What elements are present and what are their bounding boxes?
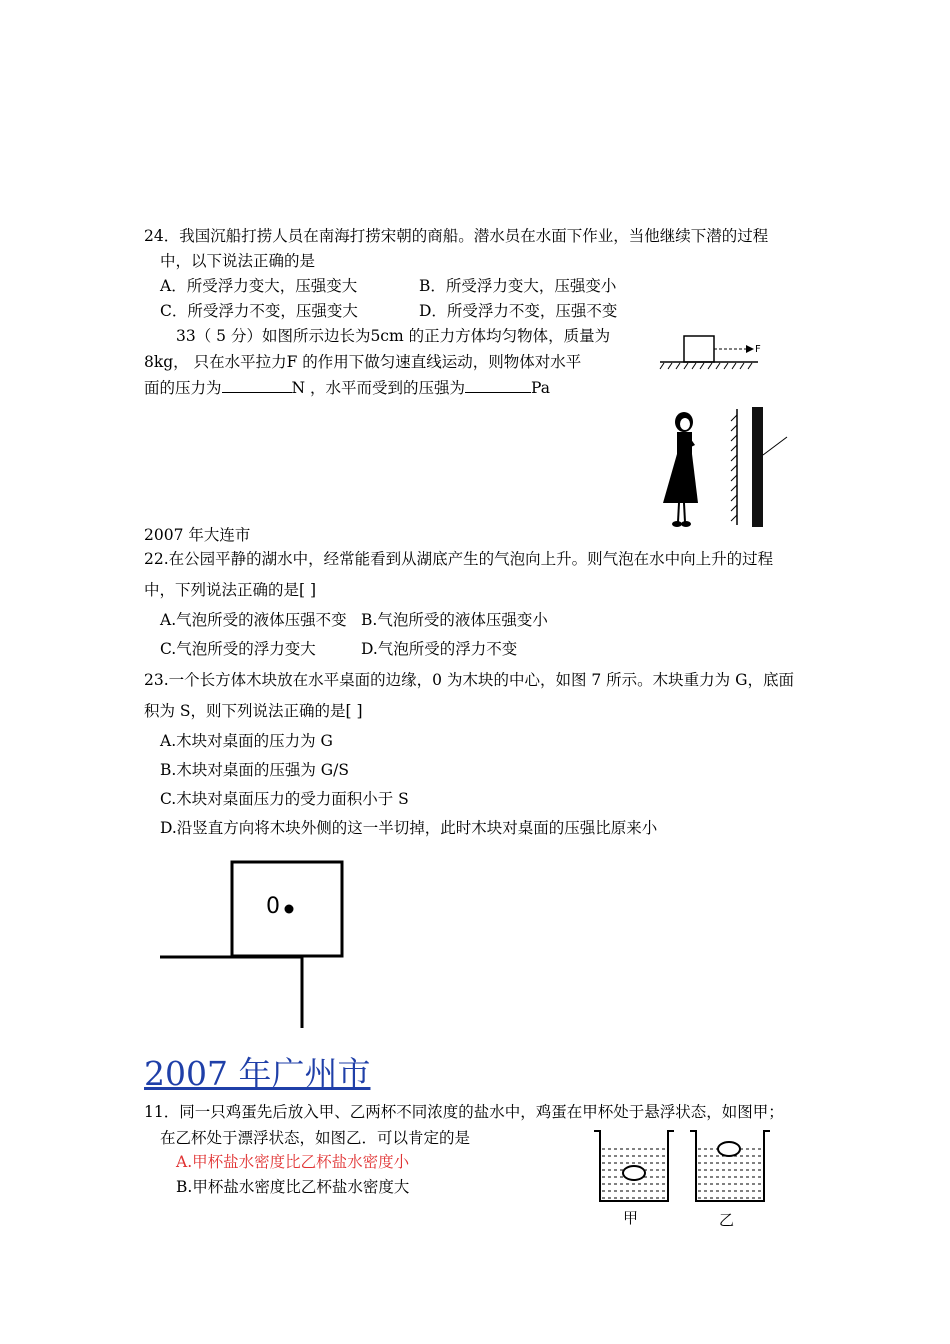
- block-table-figure: [160, 858, 350, 1030]
- q33-line3-part1: 面的压力为: [144, 379, 222, 397]
- q22-option-c: C.气泡所受的浮力变大: [160, 640, 316, 658]
- q24-option-d: D．所受浮力不变，压强不变: [419, 302, 618, 320]
- beaker-yi-label: 乙: [719, 1211, 735, 1229]
- q22-option-a: A.气泡所受的液体压强不变: [160, 611, 347, 629]
- dalian-heading: 2007 年大连市: [144, 526, 251, 544]
- q23-option-b: B.木块对桌面的压强为 G/S: [160, 761, 349, 779]
- q33-line3: [144, 378, 550, 398]
- q22-stem-line2: 中，下列说法正确的是[ ]: [144, 581, 317, 599]
- q24-option-c: C．所受浮力不变，压强变大: [160, 302, 358, 320]
- q11-option-b: B.甲杯盐水密度比乙杯盐水密度大: [176, 1178, 410, 1196]
- guangzhou-heading-link[interactable]: 2007 年广州市: [144, 1054, 371, 1093]
- cube-force-figure: [658, 330, 763, 372]
- q33-line3-part3: Pa: [531, 379, 550, 397]
- force-label: F: [755, 344, 761, 355]
- q11-stem-line2: 在乙杯处于漂浮状态，如图乙．可以肯定的是: [160, 1129, 471, 1147]
- girl-mirror-figure: [655, 405, 790, 533]
- q23-stem-line2: 积为 S，则下列说法正确的是[ ]: [144, 702, 363, 720]
- center-label: 0: [266, 894, 280, 919]
- q33-line1: 33（ 5 分）如图所示边长为5cm 的正力方体均匀物体，质量为: [176, 327, 611, 345]
- q11-option-a: A.甲杯盐水密度比乙杯盐水密度小: [176, 1153, 410, 1171]
- q11-stem-line1: 11．同一只鸡蛋先后放入甲、乙两杯不同浓度的盐水中，鸡蛋在甲杯处于悬浮状态，如图甲；: [144, 1103, 784, 1121]
- q22-option-b: B.气泡所受的液体压强变小: [361, 611, 548, 629]
- q23-option-c: C.木块对桌面压力的受力面积小于 S: [160, 790, 409, 808]
- q24-option-a: A．所受浮力变大，压强变大: [160, 277, 358, 295]
- q24-option-b: B．所受浮力变大，压强变小: [419, 277, 617, 295]
- q23-stem-line1: 23.一个长方体木块放在水平桌面的边缘，0 为木块的中心，如图 7 所示。木块重力为 G，底面: [144, 671, 794, 689]
- beaker-jia-label: 甲: [623, 1209, 639, 1227]
- q23-option-a: A.木块对桌面的压力为 G: [160, 732, 333, 750]
- q23-option-d: D.沿竖直方向将木块外侧的这一半切掉，此时木块对桌面的压强比原来小: [160, 819, 658, 837]
- q24-stem-line1: 24．我国沉船打捞人员在南海打捞宋朝的商船。潜水员在水面下作业，当他继续下潜的过程: [144, 227, 769, 245]
- beakers-figure: [590, 1125, 780, 1235]
- q33-blank-force: [222, 378, 292, 393]
- q24-stem-line2: 中，以下说法正确的是: [160, 252, 316, 270]
- q22-option-d: D.气泡所受的浮力不变: [361, 640, 518, 658]
- q33-line2: 8kg， 只在水平拉力F 的作用下做匀速直线运动，则物体对水平: [144, 353, 582, 371]
- q33-blank-pressure: [465, 378, 531, 393]
- q22-stem-line1: 22.在公园平静的湖水中，经常能看到从湖底产生的气泡向上升。则气泡在水中向上升的过程: [144, 550, 774, 568]
- q33-line3-part2: N ，水平而受到的压强为: [291, 379, 466, 397]
